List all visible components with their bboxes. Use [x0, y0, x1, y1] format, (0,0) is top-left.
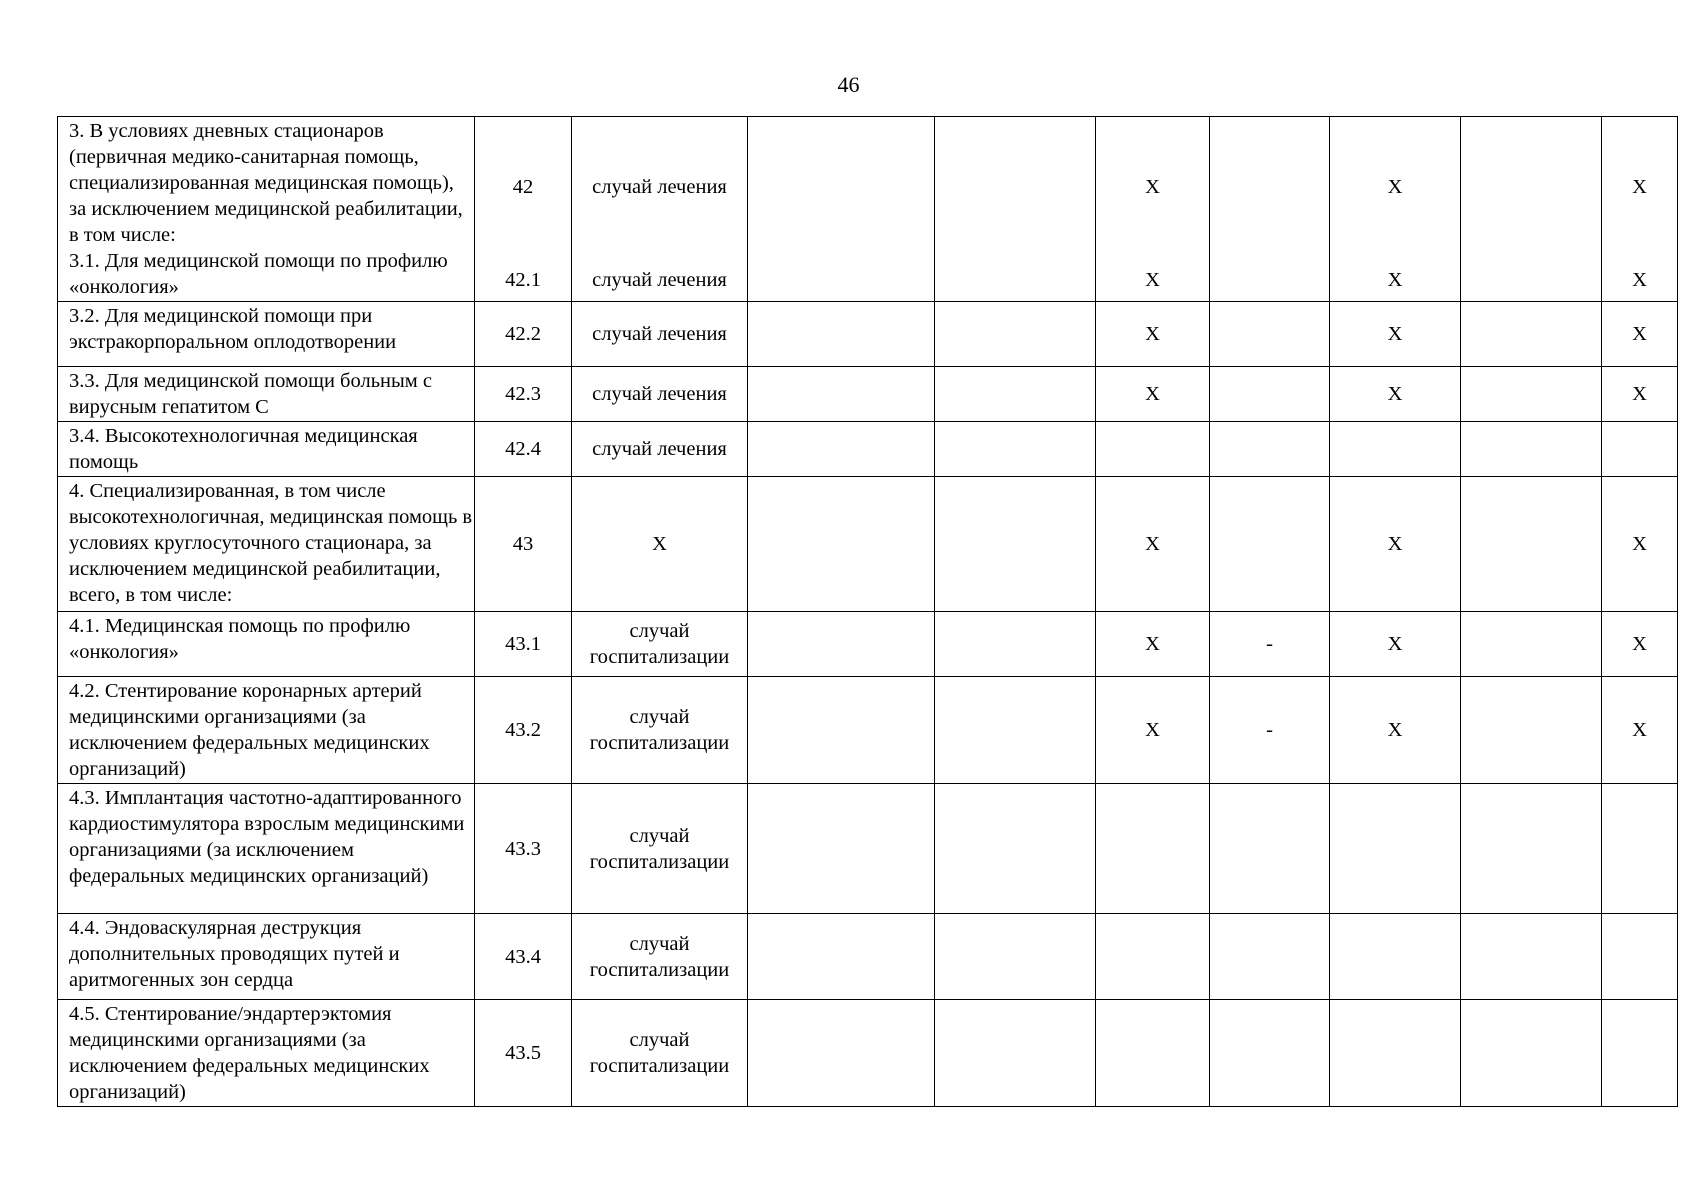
- row-name: 3.1. Для медицинской помощи по профилю «онкология»: [69, 250, 448, 298]
- value-cell: Х: [1330, 302, 1461, 367]
- value-cell: [1210, 367, 1330, 422]
- table-row: [58, 422, 1678, 477]
- value-cell: [1461, 1000, 1602, 1107]
- row-unit: случай лечения: [592, 269, 727, 291]
- value-cell: [1461, 784, 1602, 914]
- row-unit: случай лечения: [572, 422, 748, 477]
- value-cell: [935, 422, 1096, 477]
- row-name: 3.2. Для медицинской помощи при экстракорпоральном оплодотворении: [58, 302, 475, 367]
- value-cell: [1461, 422, 1602, 477]
- row-name: 3.4. Высокотехнологичная медицинская помощь: [58, 422, 475, 477]
- data-table: [57, 116, 1678, 1107]
- value-cell: Х: [1096, 477, 1210, 612]
- row-name: 4.3. Имплантация частотно-адаптированного кардиостимулятора взрослым медицинскими организациями (за исключением федеральных медицинских организаций): [58, 784, 475, 914]
- value-cell: [1602, 1000, 1678, 1107]
- row-unit-cell: [572, 117, 748, 302]
- table-row: [58, 302, 1678, 367]
- page-number: 46: [837, 72, 860, 97]
- value-cell: [935, 367, 1096, 422]
- value-cell: Х: [1602, 612, 1678, 677]
- value-cell: -: [1210, 612, 1330, 677]
- value-cell: [935, 784, 1096, 914]
- value-cell: Х: [1602, 302, 1678, 367]
- row-name: 3.3. Для медицинской помощи больным с вирусным гепатитом С: [58, 367, 475, 422]
- value-mark: Х: [1387, 269, 1403, 291]
- row-unit: случай лечения: [572, 302, 748, 367]
- value-cell: [1210, 117, 1330, 302]
- value-cell: [1210, 422, 1330, 477]
- row-unit: случай лечения: [592, 176, 727, 198]
- value-cell: [935, 117, 1096, 302]
- value-mark: Х: [1145, 176, 1160, 198]
- value-cell: [935, 677, 1096, 784]
- table-row: [58, 784, 1678, 914]
- table-row: [58, 477, 1678, 612]
- row-code: 43.5: [475, 1000, 572, 1107]
- row-code: 42.1: [505, 269, 541, 291]
- value-cell: [748, 477, 935, 612]
- value-cell: [1461, 302, 1602, 367]
- value-cell: Х: [1330, 477, 1461, 612]
- row-code: 42.4: [475, 422, 572, 477]
- value-cell: [748, 367, 935, 422]
- row-name: 4.5. Стентирование/эндартерэктомия медицинскими организациями (за исключением федеральных медицинских организаций): [58, 1000, 475, 1107]
- value-cell: [935, 477, 1096, 612]
- value-cell: [1602, 914, 1678, 1000]
- value-mark: Х: [1632, 269, 1647, 291]
- value-cell: [1210, 1000, 1330, 1107]
- value-cell: [1096, 1000, 1210, 1107]
- row-unit: случай госпитализации: [572, 677, 748, 784]
- value-cell: -: [1210, 677, 1330, 784]
- row-unit: случай госпитализации: [572, 784, 748, 914]
- value-cell: Х: [1330, 677, 1461, 784]
- row-code: 43: [475, 477, 572, 612]
- value-cell: [1461, 612, 1602, 677]
- value-cell: [1602, 422, 1678, 477]
- value-cell: [1330, 784, 1461, 914]
- value-cell: [1210, 784, 1330, 914]
- value-cell: [1330, 422, 1461, 477]
- table-row: [58, 1000, 1678, 1107]
- row-code: 42.3: [475, 367, 572, 422]
- value-cell: [1096, 422, 1210, 477]
- value-cell: Х: [1330, 612, 1461, 677]
- table-row: [58, 612, 1678, 677]
- value-cell: [935, 302, 1096, 367]
- value-cell: [1330, 117, 1461, 302]
- value-cell: [1330, 914, 1461, 1000]
- value-cell: [748, 612, 935, 677]
- row-unit: случай госпитализации: [572, 914, 748, 1000]
- value-cell: [748, 1000, 935, 1107]
- row-name: 4.4. Эндоваскулярная деструкция дополнительных проводящих путей и аритмогенных зон сердца: [58, 914, 475, 1000]
- row-unit: случай лечения: [572, 367, 748, 422]
- row-unit: Х: [572, 477, 748, 612]
- value-cell: Х: [1096, 302, 1210, 367]
- value-cell: [1330, 1000, 1461, 1107]
- table-row: [58, 117, 1678, 302]
- row-name: 4.2. Стентирование коронарных артерий медицинскими организациями (за исключением федеральных медицинских организаций): [58, 677, 475, 784]
- value-cell: [935, 914, 1096, 1000]
- value-cell: Х: [1602, 477, 1678, 612]
- value-mark: Х: [1632, 176, 1647, 198]
- value-cell: [748, 784, 935, 914]
- table-row: [58, 367, 1678, 422]
- value-cell: [1096, 117, 1210, 302]
- value-cell: [1461, 677, 1602, 784]
- value-cell: Х: [1096, 677, 1210, 784]
- table-row: [58, 914, 1678, 1000]
- value-cell: [1096, 914, 1210, 1000]
- value-cell: [1096, 784, 1210, 914]
- value-mark: Х: [1387, 176, 1403, 198]
- value-cell: [1210, 477, 1330, 612]
- value-cell: [748, 422, 935, 477]
- row-code: 43.1: [475, 612, 572, 677]
- value-cell: Х: [1096, 612, 1210, 677]
- value-cell: [1461, 914, 1602, 1000]
- row-code-cell: [475, 117, 572, 302]
- row-name-cell: [58, 117, 475, 302]
- value-cell: Х: [1330, 367, 1461, 422]
- value-cell: [1210, 302, 1330, 367]
- table-row: [58, 677, 1678, 784]
- value-cell: [1602, 117, 1678, 302]
- row-name: 3. В условиях дневных стационаров (первичная медико-санитарная помощь, специализированная медицинская помощь), за исключением медицинской реабилитации, в том числе:: [69, 120, 463, 246]
- row-unit: случай госпитализации: [572, 612, 748, 677]
- row-code: 42: [512, 176, 534, 198]
- value-cell: [1461, 477, 1602, 612]
- row-code: 42.2: [475, 302, 572, 367]
- value-cell: [1461, 117, 1602, 302]
- row-code: 43.3: [475, 784, 572, 914]
- value-cell: Х: [1602, 677, 1678, 784]
- value-cell: Х: [1602, 367, 1678, 422]
- value-cell: [1461, 367, 1602, 422]
- row-name: 4. Специализированная, в том числе высокотехнологичная, медицинская помощь в условиях круглосуточного стационара, за исключением медицинской реабилитации, всего, в том числе:: [58, 477, 475, 612]
- row-code: 43.4: [475, 914, 572, 1000]
- value-mark: Х: [1145, 269, 1160, 291]
- row-unit: случай госпитализации: [572, 1000, 748, 1107]
- value-cell: [935, 1000, 1096, 1107]
- value-cell: [748, 302, 935, 367]
- value-cell: [748, 914, 935, 1000]
- value-cell: [748, 677, 935, 784]
- row-code: 43.2: [475, 677, 572, 784]
- value-cell: [1210, 914, 1330, 1000]
- row-name: 4.1. Медицинская помощь по профилю «онкология»: [58, 612, 475, 677]
- value-cell: [748, 117, 935, 302]
- value-cell: [1602, 784, 1678, 914]
- value-cell: [935, 612, 1096, 677]
- value-cell: Х: [1096, 367, 1210, 422]
